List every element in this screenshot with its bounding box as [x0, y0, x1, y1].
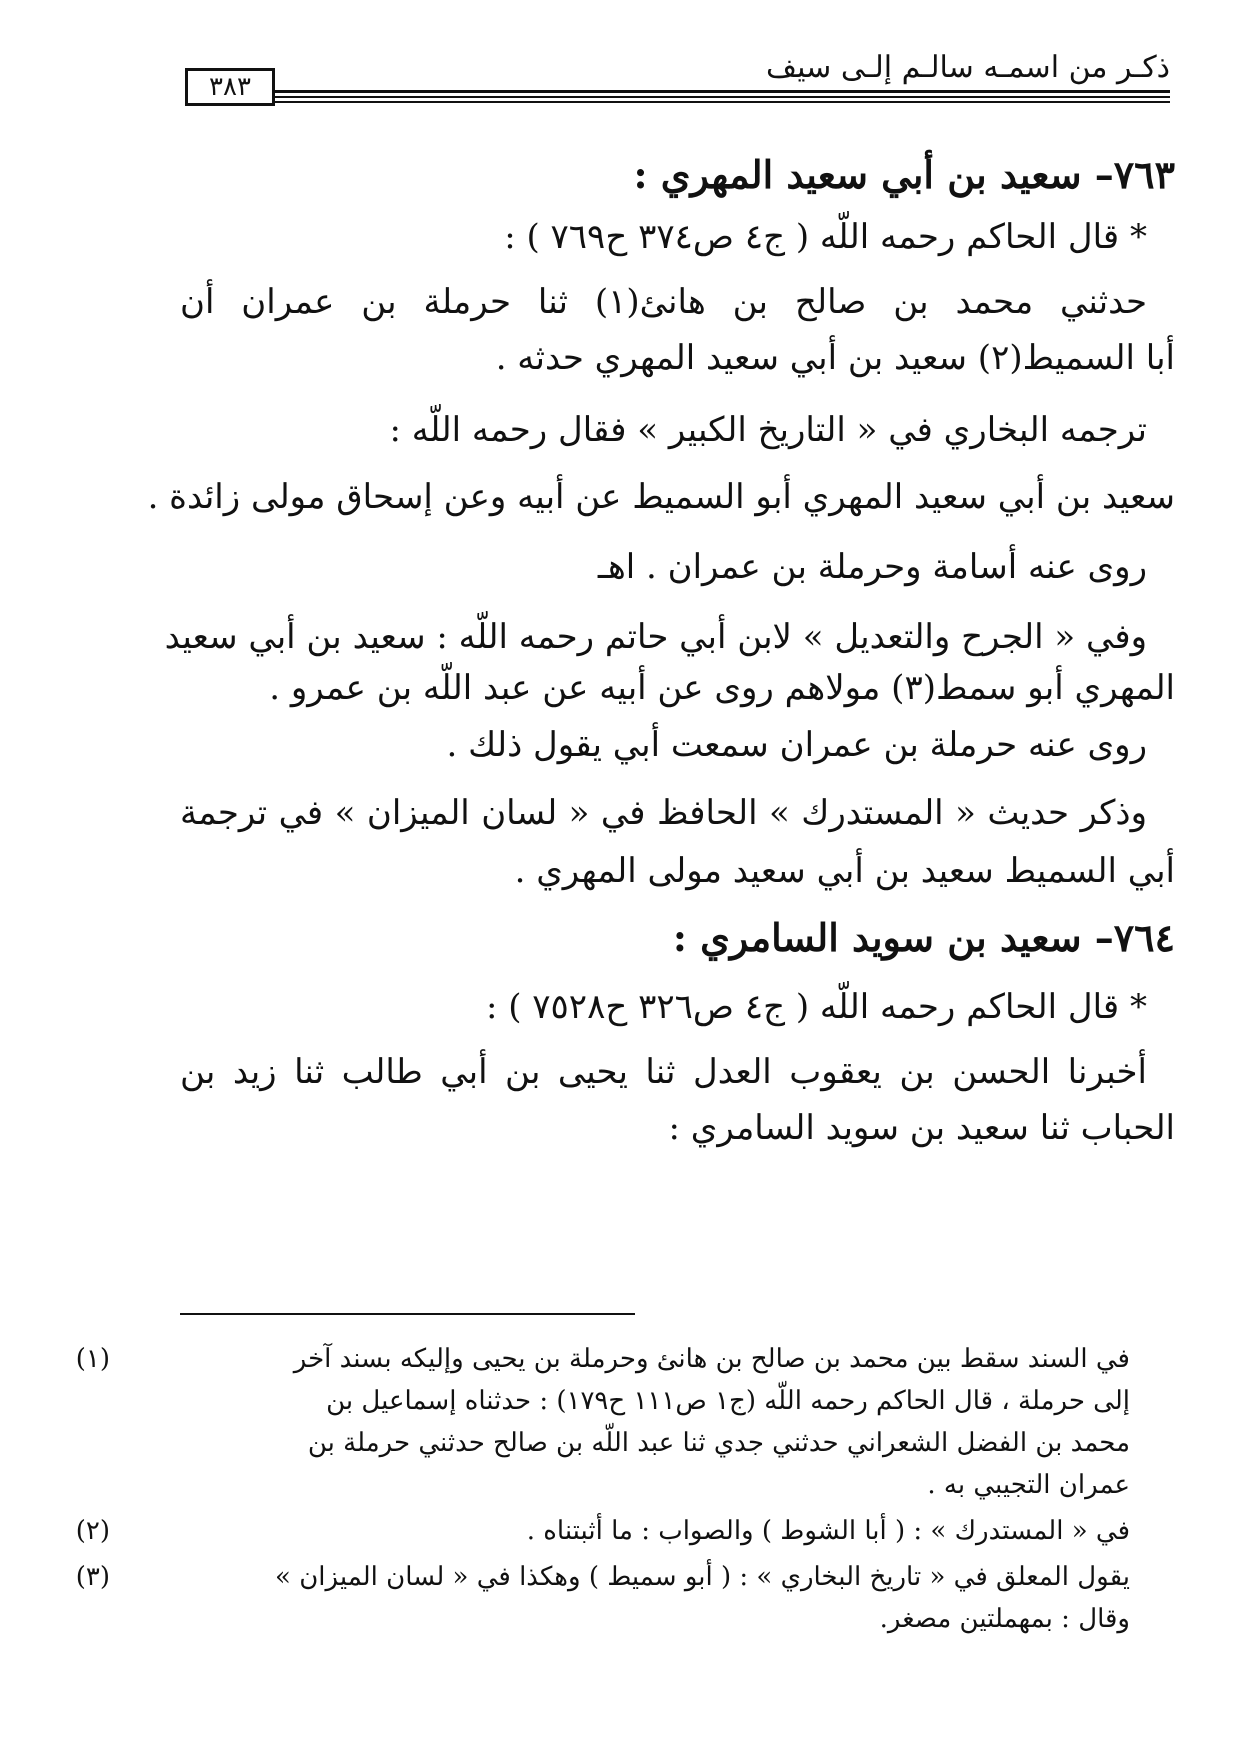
footnote-line: عمران التجيبي به .	[927, 1470, 1130, 1500]
entry-heading: ٧٦٤– سعيد بن سويد السامري :	[672, 915, 1175, 960]
isnad-line: أخبرنا الحسن بن يعقوب العدل ثنا يحيى بن أبي طالب ثنا زيد بن	[180, 1052, 1147, 1092]
running-title: ذكـر من اسمـه سالـم إلـى سيف	[766, 50, 1170, 85]
text-fragment: حدثني محمد بن صالح بن هانئ(١) ثنا حرملة بن عمران أن	[180, 282, 1147, 322]
footnote-rule	[180, 1313, 635, 1315]
footnote-line: في « المستدرك » : ( أبا الشوط ) والصواب : ما أثبتناه .	[526, 1516, 1130, 1546]
paragraph-line: وذكر حديث « المستدرك » الحافظ في « لسان الميزان » في ترجمة	[180, 793, 1147, 833]
footnote-number: (٣)	[75, 1562, 110, 1592]
paragraph-line: المهري أبو سمط(٣) مولاهم روى عن أبيه عن عبد اللّه بن عمرو .	[269, 668, 1175, 708]
footnote-line: في السند سقط بين محمد بن صالح بن هانئ وحرملة بن يحيى وإليكه بسند آخر	[293, 1344, 1130, 1374]
footnote-number: (٢)	[75, 1516, 110, 1546]
paragraph-line: أبي السميط سعيد بن أبي سعيد مولى المهري .	[514, 851, 1175, 891]
isnad-line: الحباب ثنا سعيد بن سويد السامري :	[668, 1108, 1175, 1148]
footnote-line: محمد بن الفضل الشعراني حدثني جدي ثنا عبد اللّه بن صالح حدثني حرملة بن	[307, 1428, 1130, 1458]
header-rule	[275, 96, 1170, 98]
entry-heading: ٧٦٣– سعيد بن أبي سعيد المهري :	[633, 152, 1175, 197]
paragraph-line: روى عنه أسامة وحرملة بن عمران . اهـ	[597, 547, 1147, 587]
isnad-line: أبا السميط(٢) سعيد بن أبي سعيد المهري حدثه .	[495, 338, 1175, 378]
source-citation: * قال الحاكم رحمه اللّه ( ج٤ ص٣٧٤ ح٧٦٩ ) :	[504, 217, 1147, 257]
footnote-line: يقول المعلق في « تاريخ البخاري » : ( أبو سميط ) وهكذا في « لسان الميزان »	[275, 1562, 1130, 1592]
header-rule	[275, 90, 1170, 93]
footnote-line: وقال : بمهملتين مصغر.	[879, 1604, 1130, 1634]
source-citation: * قال الحاكم رحمه اللّه ( ج٤ ص٣٢٦ ح٧٥٢٨ ) :	[485, 987, 1147, 1027]
footnote-number: (١)	[75, 1344, 110, 1374]
header-rule	[275, 101, 1170, 103]
paragraph-line: ترجمه البخاري في « التاريخ الكبير » فقال رحمه اللّه :	[389, 410, 1147, 450]
paragraph-line: روى عنه حرملة بن عمران سمعت أبي يقول ذلك .	[446, 725, 1147, 765]
isnad-line	[180, 277, 1147, 327]
page-number: ٣٨٣	[185, 68, 275, 106]
footnote-line: إلى حرملة ، قال الحاكم رحمه اللّه (ج١ ص١١١ ح١٧٩) : حدثناه إسماعيل بن	[326, 1386, 1130, 1416]
paragraph-line: سعيد بن أبي سعيد المهري أبو السميط عن أبيه وعن إسحاق مولى زائدة .	[147, 477, 1175, 517]
paragraph-line: وفي « الجرح والتعديل » لابن أبي حاتم رحمه اللّه : سعيد بن أبي سعيد	[164, 617, 1147, 657]
